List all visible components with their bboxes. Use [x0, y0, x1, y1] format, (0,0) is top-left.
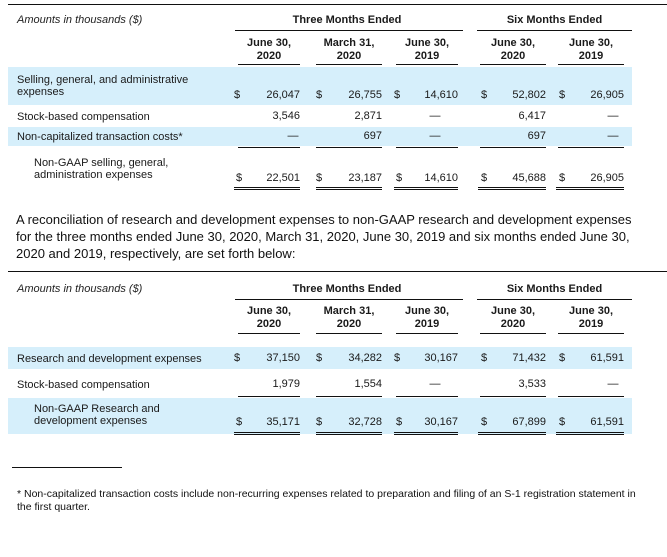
table1-group-three-months: Three Months Ended [292, 14, 402, 26]
table1-group-six-months: Six Months Ended [506, 14, 603, 26]
table2-cell: 1,979 [272, 378, 300, 390]
total-double-rule [478, 434, 546, 435]
table2-cell: — [429, 378, 441, 390]
table2-cell: 1,554 [354, 378, 382, 390]
subtotal-rule [558, 396, 624, 397]
table1-cell: — [607, 110, 619, 122]
total-double-rule [316, 432, 382, 433]
table2-cell: 37,150 [266, 352, 300, 364]
table1-cell: 697 [363, 130, 382, 142]
currency-symbol: $ [481, 352, 488, 364]
table2-cell: 3,533 [518, 378, 546, 390]
subtotal-rule [480, 396, 546, 397]
table1-group-six-rule [477, 30, 632, 31]
currency-symbol: $ [481, 89, 488, 101]
table2-row-label: Research and development expenses [17, 353, 202, 365]
table1-col-header: June 30, 2020 [246, 37, 292, 62]
footnote-text: * Non-capitalized transaction costs include non-recurring expenses related to preparation and filing of an S-1 registration statement in the first quarter. [17, 488, 636, 513]
table1-cell: 14,610 [424, 89, 458, 101]
table1-cell: 697 [527, 130, 546, 142]
table1-row-label: Non-capitalized transaction costs* [17, 131, 183, 143]
table1-cell: 45,688 [512, 172, 546, 184]
table1-cell: 26,905 [590, 172, 624, 184]
total-double-rule [478, 189, 546, 190]
table2-cell: 30,167 [424, 352, 458, 364]
table2-cell: 71,432 [512, 352, 546, 364]
currency-symbol: $ [316, 172, 323, 184]
table2-cell: 30,167 [424, 416, 458, 428]
table1-col-rule [558, 64, 624, 65]
table2-col-header: June 30, 2020 [246, 305, 292, 330]
total-double-rule [234, 434, 300, 435]
currency-symbol: $ [559, 416, 566, 428]
table2-col-rule [558, 333, 624, 334]
currency-symbol: $ [316, 89, 323, 101]
table1-group-three-rule [235, 30, 463, 31]
table2-col-header: June 30, 2019 [568, 305, 614, 330]
currency-symbol: $ [394, 89, 401, 101]
footnote-separator [12, 467, 122, 468]
subtotal-rule [480, 147, 546, 148]
table1-cell: — [429, 110, 441, 122]
table1-cell: 3,546 [272, 110, 300, 122]
total-double-rule [316, 434, 382, 435]
currency-symbol: $ [559, 172, 566, 184]
table1-col-rule [396, 64, 458, 65]
table1-col-header: March 31, 2020 [323, 37, 375, 62]
table1-col-rule [480, 64, 546, 65]
table1-col-header: June 30, 2019 [568, 37, 614, 62]
currency-symbol: $ [559, 89, 566, 101]
table2-cell: 67,899 [512, 416, 546, 428]
subtotal-rule [396, 147, 458, 148]
table1-cell: — [287, 130, 299, 142]
table2-group-three-months: Three Months Ended [292, 283, 402, 295]
subtotal-rule [238, 396, 300, 397]
table2-cell: 61,591 [590, 416, 624, 428]
table1-cell: 52,802 [512, 89, 546, 101]
table2-cell: — [607, 378, 619, 390]
currency-symbol: $ [559, 352, 566, 364]
table2-cell: 34,282 [348, 352, 382, 364]
total-double-rule [234, 187, 300, 188]
currency-symbol: $ [234, 352, 241, 364]
table1-cell: 22,501 [266, 172, 300, 184]
table1-col-rule [238, 64, 300, 65]
table1-cell: 6,417 [518, 110, 546, 122]
total-double-rule [394, 189, 458, 190]
total-double-rule [556, 432, 624, 433]
table1-cell: 26,047 [266, 89, 300, 101]
table1-top-rule [8, 4, 667, 5]
table2-top-rule [8, 271, 667, 272]
subtotal-rule [238, 147, 300, 148]
total-double-rule [234, 189, 300, 190]
currency-symbol: $ [234, 89, 241, 101]
currency-symbol: $ [396, 172, 403, 184]
total-double-rule [556, 189, 624, 190]
currency-symbol: $ [236, 416, 243, 428]
currency-symbol: $ [236, 172, 243, 184]
table2-col-rule [396, 333, 458, 334]
subtotal-rule [396, 396, 458, 397]
table1-cell: 26,755 [348, 89, 382, 101]
table2-group-three-rule [235, 299, 463, 300]
total-double-rule [316, 187, 382, 188]
table2-col-rule [480, 333, 546, 334]
table1-col-header: June 30, 2019 [404, 37, 450, 62]
table2-group-six-months: Six Months Ended [506, 283, 603, 295]
table1-cell: — [607, 130, 619, 142]
table1-row-label: Non-GAAP selling, general, administration expenses [34, 157, 169, 181]
currency-symbol: $ [481, 416, 488, 428]
total-double-rule [556, 187, 624, 188]
subtotal-rule [316, 396, 382, 397]
subtotal-rule [316, 147, 382, 148]
table1-amounts-label: Amounts in thousands ($) [17, 14, 143, 26]
table1-row-label: Selling, general, and administrative expenses [17, 74, 189, 98]
total-double-rule [394, 432, 458, 433]
currency-symbol: $ [394, 352, 401, 364]
table2-col-rule [316, 333, 382, 334]
table2-cell: 32,728 [348, 416, 382, 428]
table2-col-rule [238, 333, 300, 334]
table1-col-rule [316, 64, 382, 65]
table1-col-header: June 30, 2020 [490, 37, 536, 62]
table2-col-header: June 30, 2019 [404, 305, 450, 330]
currency-symbol: $ [316, 352, 323, 364]
table2-row-label: Stock-based compensation [17, 379, 150, 391]
total-double-rule [394, 434, 458, 435]
table1-cell: 2,871 [354, 110, 382, 122]
total-double-rule [234, 432, 300, 433]
table1-cell: 14,610 [424, 172, 458, 184]
currency-symbol: $ [481, 172, 488, 184]
total-double-rule [556, 434, 624, 435]
table2-cell: 61,591 [590, 352, 624, 364]
table1-cell: 26,905 [590, 89, 624, 101]
table2-row-label: Non-GAAP Research and development expenses [34, 403, 160, 427]
subtotal-rule [558, 147, 624, 148]
total-double-rule [478, 187, 546, 188]
table2-col-header: March 31, 2020 [323, 305, 375, 330]
total-double-rule [394, 187, 458, 188]
total-double-rule [478, 432, 546, 433]
table2-amounts-label: Amounts in thousands ($) [17, 283, 143, 295]
table1-row-label: Stock-based compensation [17, 111, 150, 123]
total-double-rule [316, 189, 382, 190]
table2-group-six-rule [477, 299, 632, 300]
table1-cell: 23,187 [348, 172, 382, 184]
table2-col-header: June 30, 2020 [490, 305, 536, 330]
table2-cell: 35,171 [266, 416, 300, 428]
currency-symbol: $ [396, 416, 403, 428]
currency-symbol: $ [316, 416, 323, 428]
reconciliation-paragraph: A reconciliation of research and development expenses to non-GAAP research and development expenses for the three months ended June 30, 2020, March 31, 2020, June 30, 2019 and six months ended June 30, 2020 and 2019, respectively, are set forth below: [16, 212, 632, 261]
table1-cell: — [429, 130, 441, 142]
